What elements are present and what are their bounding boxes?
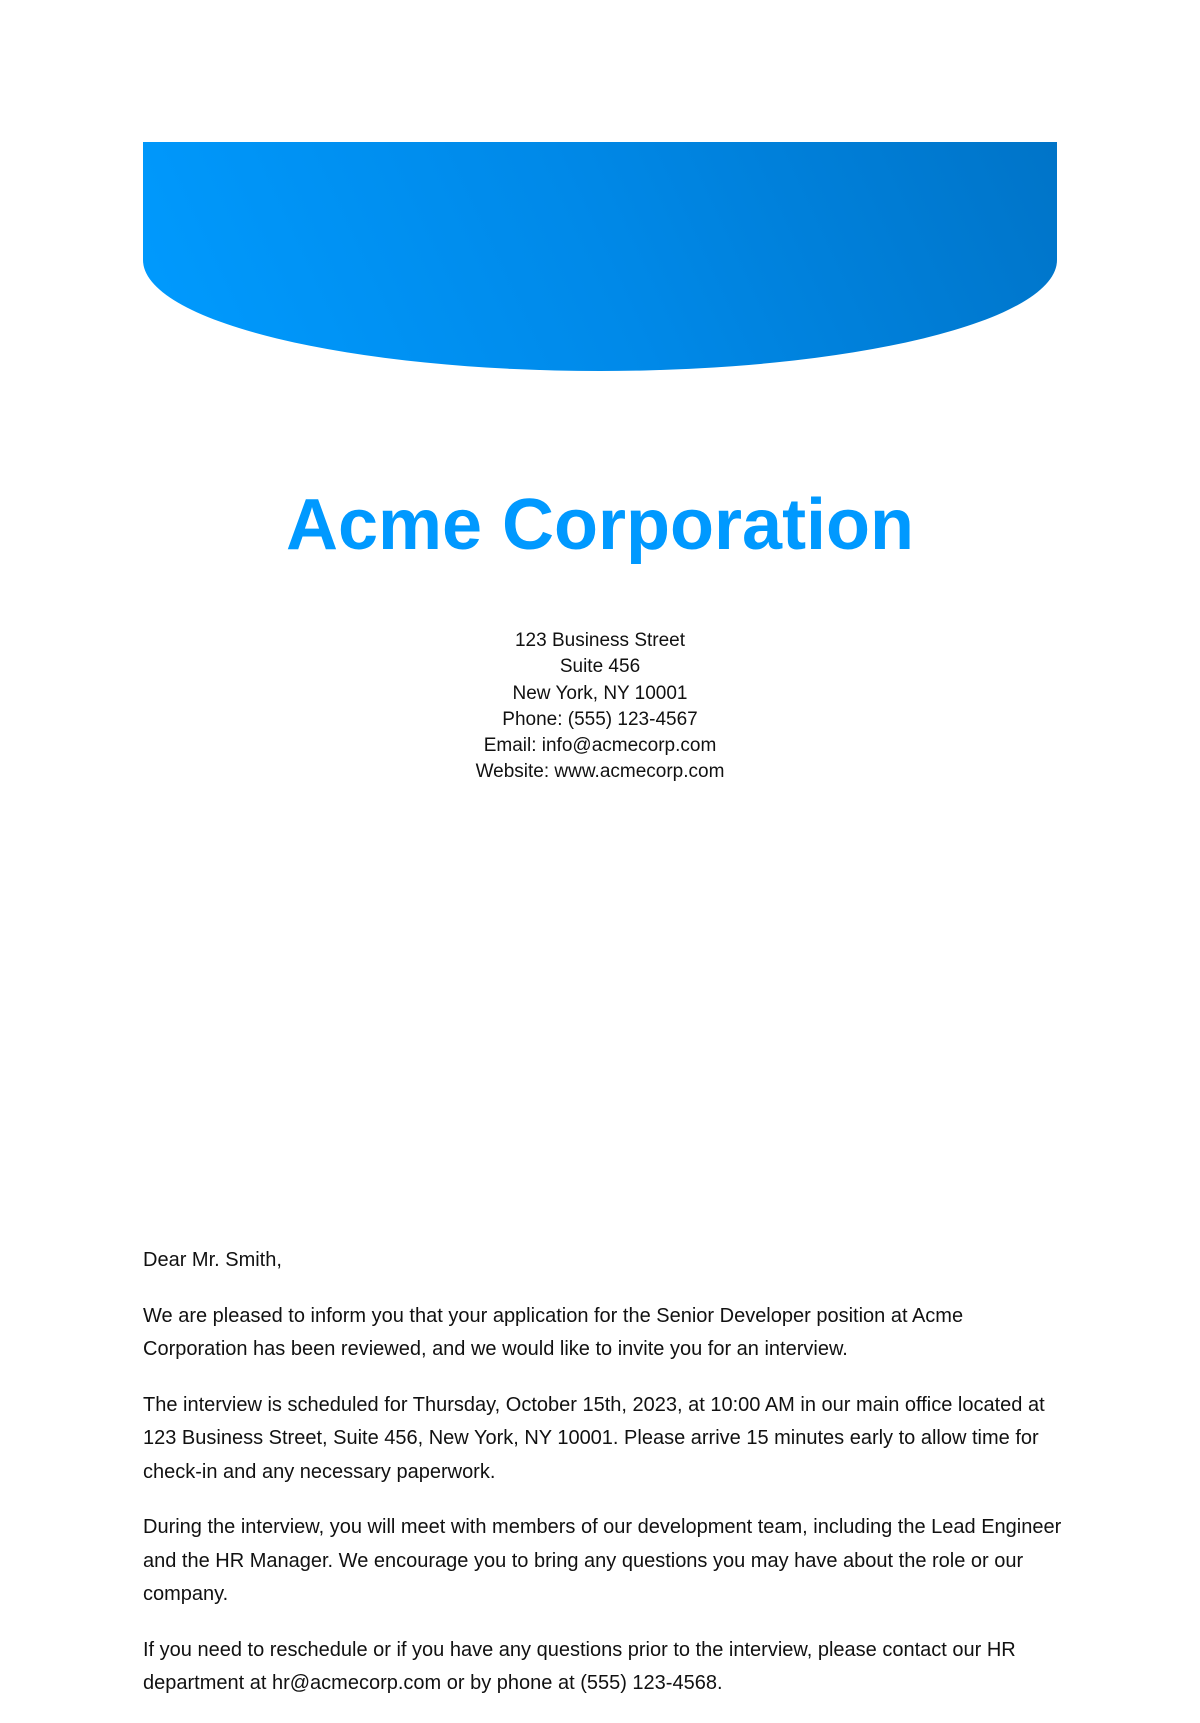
company-name: Acme Corporation: [285, 485, 915, 565]
letter-paragraph: We are pleased to inform you that your application for the Senior Developer position at Acme Corporation has been reviewed, and we would like to invite you for an interview.: [143, 1304, 964, 1360]
letter-paragraph: If you need to reschedule or if you have any questions prior to the interview, please contact our HR department at hr@acmecorp.com or by phone at (555) 123-4568.: [143, 1638, 1016, 1694]
letter-paragraph: During the interview, you will meet with members of our development team, including the Lead Engineer and the HR Manager. We encourage you to bring any questions you may have about the role or our company.: [143, 1516, 1062, 1605]
address-phone: Phone: (555) 123-4567: [502, 708, 698, 730]
company-address-block: [0, 628, 1200, 786]
address-suite: Suite 456: [559, 656, 641, 678]
address-city: New York, NY 10001: [512, 682, 688, 704]
header-banner: [143, 142, 1057, 371]
address-street: 123 Business Street: [514, 630, 686, 651]
letter-salutation: Dear Mr. Smith,: [143, 1249, 282, 1271]
address-email: Email: info@acmecorp.com: [483, 735, 717, 757]
letter-paragraph: The interview is scheduled for Thursday, October 15th, 2023, at 10:00 AM in our main office located at 123 Business Street, Suite 456, New York, NY 10001. Please arrive 15 minutes early to allow time for check-in and any necessary paperwork.: [143, 1393, 1045, 1483]
letter-body: [143, 1244, 1068, 1723]
address-website: Website: www.acmecorp.com: [475, 761, 725, 783]
